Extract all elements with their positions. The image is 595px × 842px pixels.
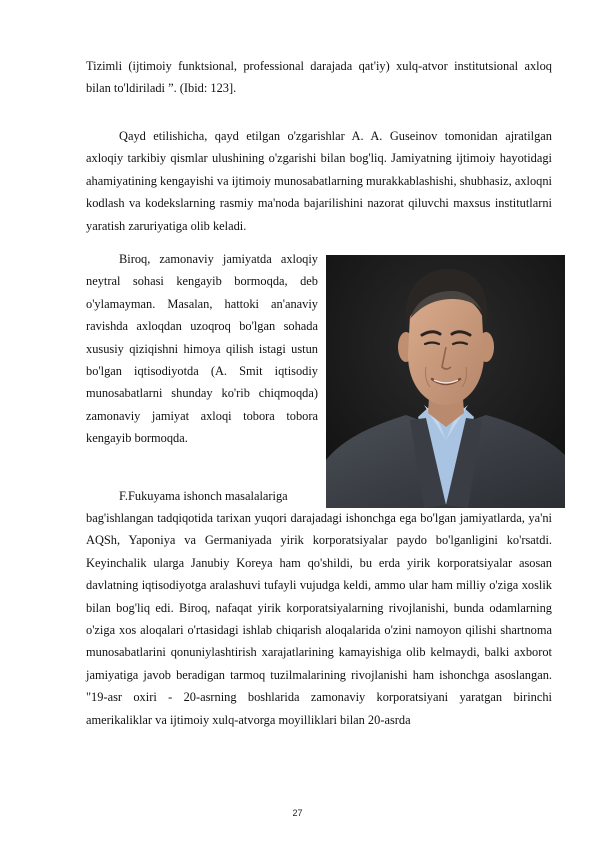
paragraph-1: Tizimli (ijtimoiy funktsional, professional darajada qat'iy) xulq-atvor institutsional axloq bilan to'ldiriladi ”. (Ibid: 123]. bbox=[86, 59, 552, 96]
paragraph-4-start: F.Fukuyama ishonch masalalariga bbox=[119, 489, 288, 503]
paragraph-4-rest: bag'ishlangan tadqiqotida tarixan yuqori darajadagi ishonchga ega bo'lgan jamiyatlarda, ya'ni AQSh, Yaponiya va Germaniyada yirik korporatsiyalar paydo bo'lganligini ko'rsatdi. Keyinchalik ularga Janubiy Koreya ham qo'shildi, bu erda yirik korporatsiyalar asosan davlatning iqtisodiyotga aralashuvi tufayli vujudga keldi, ammo ular ham milliy o'ziga xoslik bilan bog'liq edi. Biroq, nafaqat yirik korporatsiyalarning rivojlanishi, bunda odamlarning o'ziga xos aloqalari o'rtasidagi ishlab chiqarish aloqalarida o'zini namoyon qilishi shartnoma munosabatlarini qonuniylashtirish xarajatlarining kamayishiga olib kelmaydi, balki axborot jamiyatiga javob beradigan tarmoq tuzilmalarining rivojlanishi ham ishonchga asoslangan. "19-asr oxiri - 20-asrning boshlarida zamonaviy korporatsiyani yaratgan birinchi amerikaliklar va ijtimoiy xulq-atvorga moyilliklari bilan 20-asrda bbox=[86, 511, 552, 727]
paragraph-3: Biroq, zamonaviy jamiyatda axloqiy neytral sohasi kengayib bormoqda, deb o'ylamayman. Masalan, hattoki an'anaviy ravishda axloqdan uzoqroq bo'lgan sohada xususiy qiziqishni himoya qilish istagi ustun bo'lgan iqtisodiyotda (A. Smit iqtisodiy munosabatlarni shunday ko'rib chiqmoqda) zamonaviy jamiyat axloqi tobora tobora kengayib bormoqda. bbox=[86, 252, 318, 446]
portrait-illustration bbox=[326, 255, 565, 508]
portrait-photo bbox=[326, 255, 565, 508]
paragraph-2: Qayd etilishicha, qayd etilgan o'zgarishlar A. A. Guseinov tomonidan ajratilgan axloqiy tarkibiy qismlar ulushining o'zgarishi bilan bog'liq. Jamiyatning ijtimoiy hayotidagi ahamiyatining kengayishi va ijtimoiy munosabatlarning murakkablashishi, shubhasiz, axloqni kodlash va kodekslarning rasmiy ma'noda bajarilishini nazorat qiluvchi maxsus institutlarni yaratish zaruriyatiga olib keladi. bbox=[86, 129, 552, 233]
page-number: 27 bbox=[292, 808, 303, 818]
